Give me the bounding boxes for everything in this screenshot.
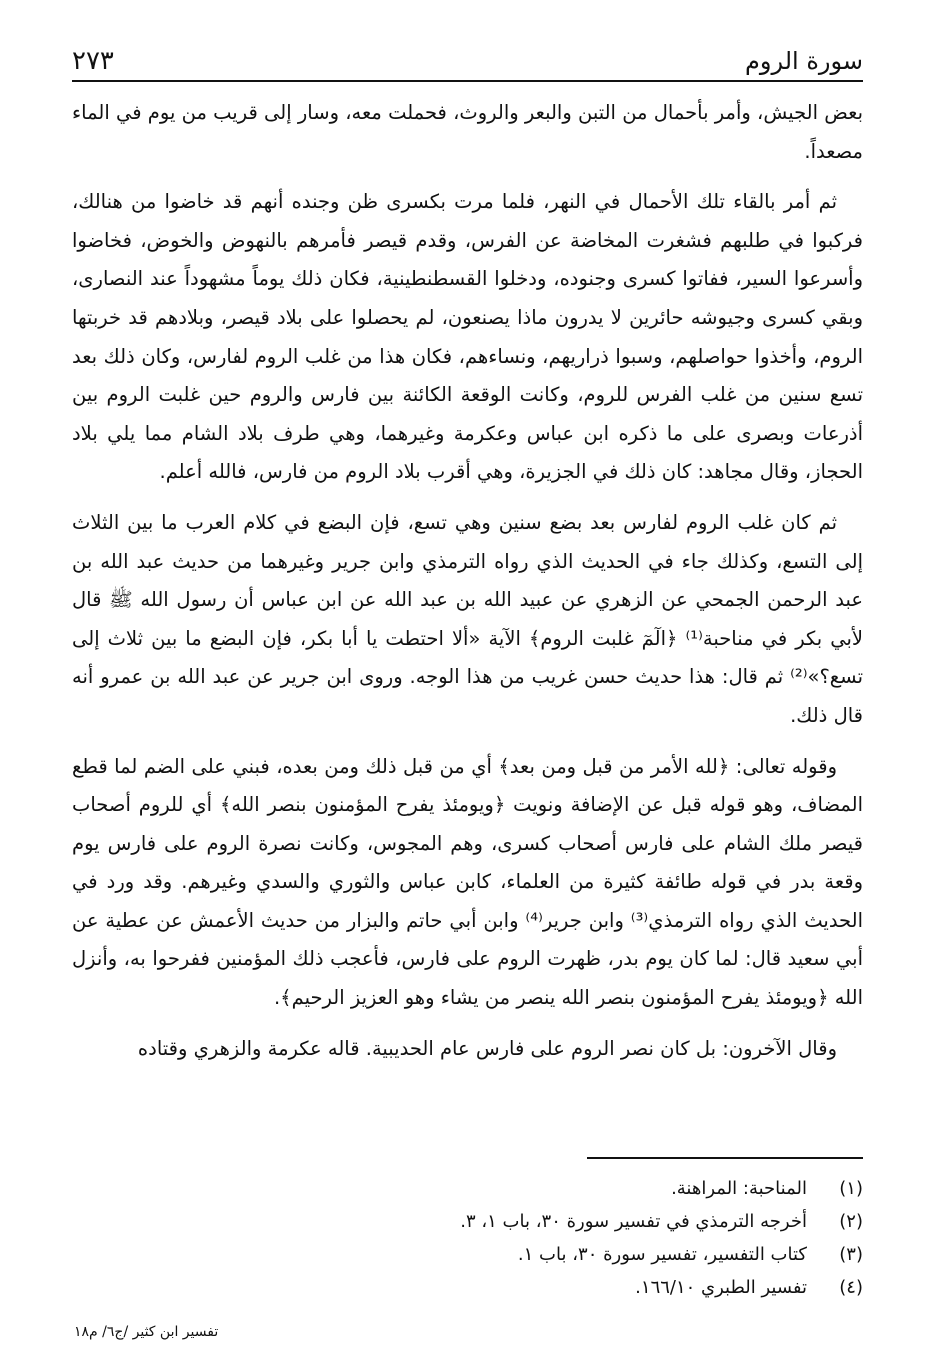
- volume-signature: تفسير ابن كثير /ج٦/ م١٨: [74, 1324, 219, 1340]
- footnote-number: (٤): [839, 1277, 863, 1298]
- page-header: [72, 40, 863, 82]
- paragraph: وقال الآخرون: بل كان نصر الروم على فارس عام الحديبية. قاله عكرمة والزهري وقتاده: [137, 1036, 837, 1060]
- paragraph: ثم أمر بالقاء تلك الأحمال في النهر، فلما مرت بكسرى ظن وجنده أنهم قد خاضوا من هنالك، فركبوا في طلبهم فشغرت المخاضة عن الفرس، وقدم قيصر فأمرهم بالنهوض والخوض، فخاضوا وأسرعوا السير، ففاتوا كسرى وجنوده، ودخلوا القسطنطينية، فكان ذلك يوماً مشهوداً عند النصارى، وبقي كسرى وجيوشه حائرين لا يدرون ماذا يصنعون، لم يحصلوا على بلاد قيصر، وبلادهم قد خربتها الروم، وأخذوا حواصلهم، وسبوا ذراريهم، ونساءهم، فكان هذا من غلب الروم لفارس، وكان ذلك بعد تسع سنين من غلب الفرس للروم، وكانت الوقعة الكائنة بين فارس والروم حين غلبت الروم بين أذرعات وبصرى على ما ذكره ابن عباس وعكرمة وغيرهما، وهي طرف بلاد الشام مما يلي بلاد الحجاز، وقال مجاهد: كان ذلك في الجزيرة، وهي أقرب بلاد الروم من فارس، فالله أعلم.: [72, 190, 863, 484]
- footnote-number: (٣): [839, 1244, 863, 1265]
- footnote-item: [300, 1172, 863, 1205]
- footnote-item: [300, 1238, 863, 1271]
- footnote-item: [300, 1205, 863, 1238]
- main-text: [72, 94, 863, 1080]
- footnotes: [300, 1172, 863, 1304]
- footnote-item: [300, 1271, 863, 1304]
- surah-title: سورة الروم: [745, 47, 863, 75]
- footnote-divider: [587, 1157, 863, 1159]
- footnote-text: أخرجه الترمذي في تفسير سورة ٣٠، باب ١، ٣.: [460, 1211, 807, 1232]
- footnote-text: المناحبة: المراهنة.: [671, 1178, 807, 1199]
- footnote-text: تفسير الطبري ١٦٦/١٠.: [635, 1277, 807, 1298]
- footnote-text: كتاب التفسير، تفسير سورة ٣٠، باب ١.: [517, 1244, 807, 1265]
- footnote-number: (١): [839, 1178, 863, 1199]
- paragraph: بعض الجيش، وأمر بأحمال من التبن والبعر والروث، فحملت معه، وسار إلى قريب من يوم في الماء مصعداً.: [72, 101, 863, 163]
- paragraph: ثم كان غلب الروم لفارس بعد بضع سنين وهي تسع، فإن البضع في كلام العرب ما بين الثلاث إلى التسع، وكذلك جاء في الحديث الذي رواه الترمذي وابن جرير وغيرهما من حديث عبد الله بن عبد الرحمن الجمحي عن الزهري عن عبيد الله بن عبد الله عن ابن عباس أن رسول الله ﷺ قال لأبي بكر في مناحبة⁽¹⁾ ﴿الٓمٓ غلبت الروم﴾ الآية «ألا احتطت يا أبا بكر، فإن البضع ما بين ثلاث إلى تسع؟»⁽²⁾ ثم قال: هذا حديث حسن غريب من هذا الوجه. وروى ابن جرير عن عبد الله بن عمرو أنه قال ذلك.: [72, 510, 863, 727]
- paragraph: وقوله تعالى: ﴿لله الأمر من قبل ومن بعد﴾ أي من قبل ذلك ومن بعده، فبني على الضم لما قطع المضاف، وهو قوله قبل عن الإضافة ونويت ﴿ويومئذ يفرح المؤمنون بنصر الله﴾ أي للروم أصحاب قيصر ملك الشام على فارس أصحاب كسرى، وهم المجوس، وكانت نصرة الروم على فارس يوم وقعة بدر في قوله طائفة كثيرة من العلماء، كابن عباس والثوري والسدي وغيرهم. وقد ورد في الحديث الذي رواه الترمذي⁽³⁾ وابن جرير⁽⁴⁾ وابن أبي حاتم والبزار من حديث الأعمش عن عطية عن أبي سعيد قال: لما كان يوم بدر، ظهرت الروم على فارس، فأعجب ذلك المؤمنين ففرحوا به، وأنزل الله ﴿ويومئذ يفرح المؤمنون بنصر الله ينصر من يشاء وهو العزيز الرحيم﴾.: [72, 754, 863, 1010]
- page-number: ٢٧٣: [72, 46, 114, 76]
- footnote-number: (٢): [839, 1211, 863, 1232]
